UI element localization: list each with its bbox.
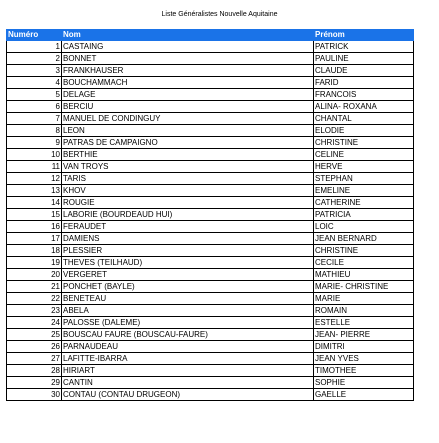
cell-numero: 19 xyxy=(7,257,62,269)
cell-nom: KHOV xyxy=(62,185,314,197)
cell-nom: THEVES (TEILHAUD) xyxy=(62,257,314,269)
table-row xyxy=(7,281,414,293)
column-header-nom: Nom xyxy=(62,30,314,41)
table-row xyxy=(7,149,414,161)
cell-nom: LABORIE (BOURDEAUD HUI) xyxy=(62,209,314,221)
cell-prenom: CHRISTINE xyxy=(314,137,414,149)
table-row xyxy=(7,161,414,173)
cell-numero: 10 xyxy=(7,149,62,161)
cell-numero: 17 xyxy=(7,233,62,245)
table-row xyxy=(7,125,414,137)
cell-prenom: FARID xyxy=(314,77,414,89)
column-header-prenom: Prénom xyxy=(314,30,414,41)
cell-nom: FERAUDET xyxy=(62,221,314,233)
cell-numero: 11 xyxy=(7,161,62,173)
cell-nom: CONTAU (CONTAU DRUGEON) xyxy=(62,389,314,401)
cell-prenom: CLAUDE xyxy=(314,65,414,77)
table-row xyxy=(7,77,414,89)
cell-numero: 30 xyxy=(7,389,62,401)
cell-nom: BERCIU xyxy=(62,101,314,113)
cell-nom: ABELA xyxy=(62,305,314,317)
cell-nom: CANTIN xyxy=(62,377,314,389)
cell-numero: 18 xyxy=(7,245,62,257)
table-row xyxy=(7,245,414,257)
cell-prenom: JEAN- PIERRE xyxy=(314,329,414,341)
table-row xyxy=(7,209,414,221)
cell-numero: 27 xyxy=(7,353,62,365)
cell-nom: BONNET xyxy=(62,53,314,65)
cell-prenom: PATRICK xyxy=(314,41,414,53)
cell-numero: 25 xyxy=(7,329,62,341)
table-row xyxy=(7,317,414,329)
cell-prenom: CELINE xyxy=(314,149,414,161)
cell-prenom: CHRISTINE xyxy=(314,245,414,257)
cell-nom: VAN TROYS xyxy=(62,161,314,173)
table-row xyxy=(7,113,414,125)
cell-numero: 12 xyxy=(7,173,62,185)
cell-nom: PATRAS DE CAMPAIGNO xyxy=(62,137,314,149)
cell-numero: 13 xyxy=(7,185,62,197)
cell-prenom: CECILE xyxy=(314,257,414,269)
cell-prenom: ESTELLE xyxy=(314,317,414,329)
cell-prenom: MARIE- CHRISTINE xyxy=(314,281,414,293)
cell-nom: BERTHIE xyxy=(62,149,314,161)
cell-nom: LEON xyxy=(62,125,314,137)
cell-nom: PONCHET (BAYLE) xyxy=(62,281,314,293)
cell-numero: 24 xyxy=(7,317,62,329)
cell-nom: BOUSCAU FAURE (BOUSCAU-FAURE) xyxy=(62,329,314,341)
table-row xyxy=(7,293,414,305)
cell-nom: ROUGIE xyxy=(62,197,314,209)
cell-nom: BENETEAU xyxy=(62,293,314,305)
cell-prenom: CATHERINE xyxy=(314,197,414,209)
cell-prenom: DIMITRI xyxy=(314,341,414,353)
table-row xyxy=(7,269,414,281)
cell-prenom: PAULINE xyxy=(314,53,414,65)
cell-numero: 23 xyxy=(7,305,62,317)
table-row xyxy=(7,89,414,101)
table-body xyxy=(7,41,414,401)
cell-numero: 9 xyxy=(7,137,62,149)
table-row xyxy=(7,41,414,53)
column-header-numero: Numéro xyxy=(7,30,62,41)
cell-nom: BOUCHAMMACH xyxy=(62,77,314,89)
table-row xyxy=(7,257,414,269)
cell-prenom: HERVE xyxy=(314,161,414,173)
table-row xyxy=(7,197,414,209)
cell-prenom: SOPHIE xyxy=(314,377,414,389)
cell-prenom: GAELLE xyxy=(314,389,414,401)
cell-prenom: MATHIEU xyxy=(314,269,414,281)
cell-numero: 26 xyxy=(7,341,62,353)
cell-numero: 29 xyxy=(7,377,62,389)
table-row xyxy=(7,221,414,233)
cell-numero: 2 xyxy=(7,53,62,65)
cell-prenom: LOIC xyxy=(314,221,414,233)
cell-prenom: MARIE xyxy=(314,293,414,305)
cell-nom: LAFITTE-IBARRA xyxy=(62,353,314,365)
table-row xyxy=(7,377,414,389)
cell-prenom: STEPHAN xyxy=(314,173,414,185)
cell-nom: PLESSIER xyxy=(62,245,314,257)
cell-numero: 3 xyxy=(7,65,62,77)
cell-numero: 15 xyxy=(7,209,62,221)
table-row xyxy=(7,305,414,317)
table-row xyxy=(7,53,414,65)
cell-numero: 8 xyxy=(7,125,62,137)
cell-numero: 7 xyxy=(7,113,62,125)
cell-nom: MANUEL DE CONDINGUY xyxy=(62,113,314,125)
cell-prenom: EMELINE xyxy=(314,185,414,197)
table-row xyxy=(7,353,414,365)
cell-prenom: PATRICIA xyxy=(314,209,414,221)
table-row xyxy=(7,101,414,113)
cell-nom: CASTAING xyxy=(62,41,314,53)
cell-nom: PARNAUDEAU xyxy=(62,341,314,353)
cell-prenom: FRANCOIS xyxy=(314,89,414,101)
table-row xyxy=(7,137,414,149)
cell-numero: 6 xyxy=(7,101,62,113)
cell-prenom: ALINA- ROXANA xyxy=(314,101,414,113)
table-row xyxy=(7,329,414,341)
table-row xyxy=(7,65,414,77)
table-row xyxy=(7,389,414,401)
cell-prenom: JEAN YVES xyxy=(314,353,414,365)
table-row xyxy=(7,341,414,353)
cell-nom: PALOSSE (DALEME) xyxy=(62,317,314,329)
cell-numero: 5 xyxy=(7,89,62,101)
cell-numero: 22 xyxy=(7,293,62,305)
cell-prenom: JEAN BERNARD xyxy=(314,233,414,245)
cell-prenom: ELODIE xyxy=(314,125,414,137)
cell-numero: 14 xyxy=(7,197,62,209)
cell-nom: DELAGE xyxy=(62,89,314,101)
cell-numero: 20 xyxy=(7,269,62,281)
cell-nom: FRANKHAUSER xyxy=(62,65,314,77)
table-header-row xyxy=(7,30,414,41)
cell-nom: VERGERET xyxy=(62,269,314,281)
cell-numero: 16 xyxy=(7,221,62,233)
cell-numero: 4 xyxy=(7,77,62,89)
cell-numero: 21 xyxy=(7,281,62,293)
table-row xyxy=(7,233,414,245)
table-row xyxy=(7,365,414,377)
cell-nom: HIRIART xyxy=(62,365,314,377)
cell-numero: 28 xyxy=(7,365,62,377)
cell-prenom: TIMOTHEE xyxy=(314,365,414,377)
cell-prenom: ROMAIN xyxy=(314,305,414,317)
cell-nom: DAMIENS xyxy=(62,233,314,245)
table-row xyxy=(7,173,414,185)
cell-numero: 1 xyxy=(7,41,62,53)
document-title: Liste Généralistes Nouvelle Aquitaine xyxy=(161,11,278,18)
cell-nom: TARIS xyxy=(62,173,314,185)
cell-prenom: CHANTAL xyxy=(314,113,414,125)
table-row xyxy=(7,185,414,197)
generalists-table xyxy=(6,29,414,401)
